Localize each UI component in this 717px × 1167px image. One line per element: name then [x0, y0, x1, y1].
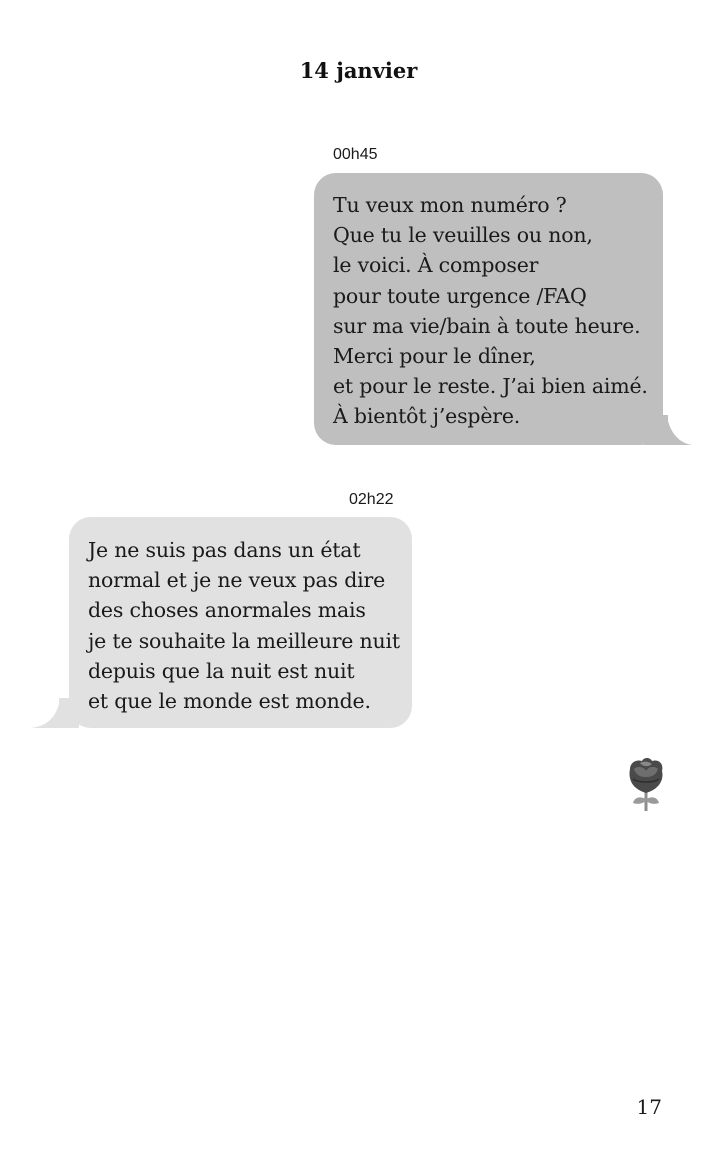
page-number: 17	[636, 1095, 662, 1119]
message-text-2	[88, 535, 400, 716]
message-bubble-sent	[314, 173, 663, 445]
message-line: Tu veux mon numéro ?	[333, 193, 567, 217]
message-time-2: 02h22	[349, 491, 394, 508]
message-line: sur ma vie/bain à toute heure.	[333, 313, 641, 338]
message-line: À bientôt j’espère.	[333, 404, 521, 429]
message-line: et que le monde est monde.	[88, 689, 371, 714]
date-heading: 14 janvier	[299, 58, 418, 83]
message-bubble-received	[69, 517, 412, 728]
message-line: pour toute urgence /FAQ	[333, 283, 587, 308]
rose-icon	[624, 755, 668, 813]
message-line: et pour le reste. J’ai bien aimé.	[333, 374, 648, 399]
message-text-1	[333, 190, 648, 432]
message-line: depuis que la nuit est nuit	[88, 658, 355, 683]
message-line: normal et je ne veux pas dire	[88, 568, 386, 593]
message-line: Je ne suis pas dans un état	[88, 538, 361, 562]
message-time-1: 00h45	[333, 146, 378, 163]
message-line: des choses anormales mais	[88, 598, 366, 623]
message-line: Merci pour le dîner,	[333, 344, 536, 369]
message-line: je te souhaite la meilleure nuit	[88, 628, 400, 653]
message-line: le voici. À composer	[333, 253, 539, 278]
message-line: Que tu le veuilles ou non,	[333, 223, 593, 248]
